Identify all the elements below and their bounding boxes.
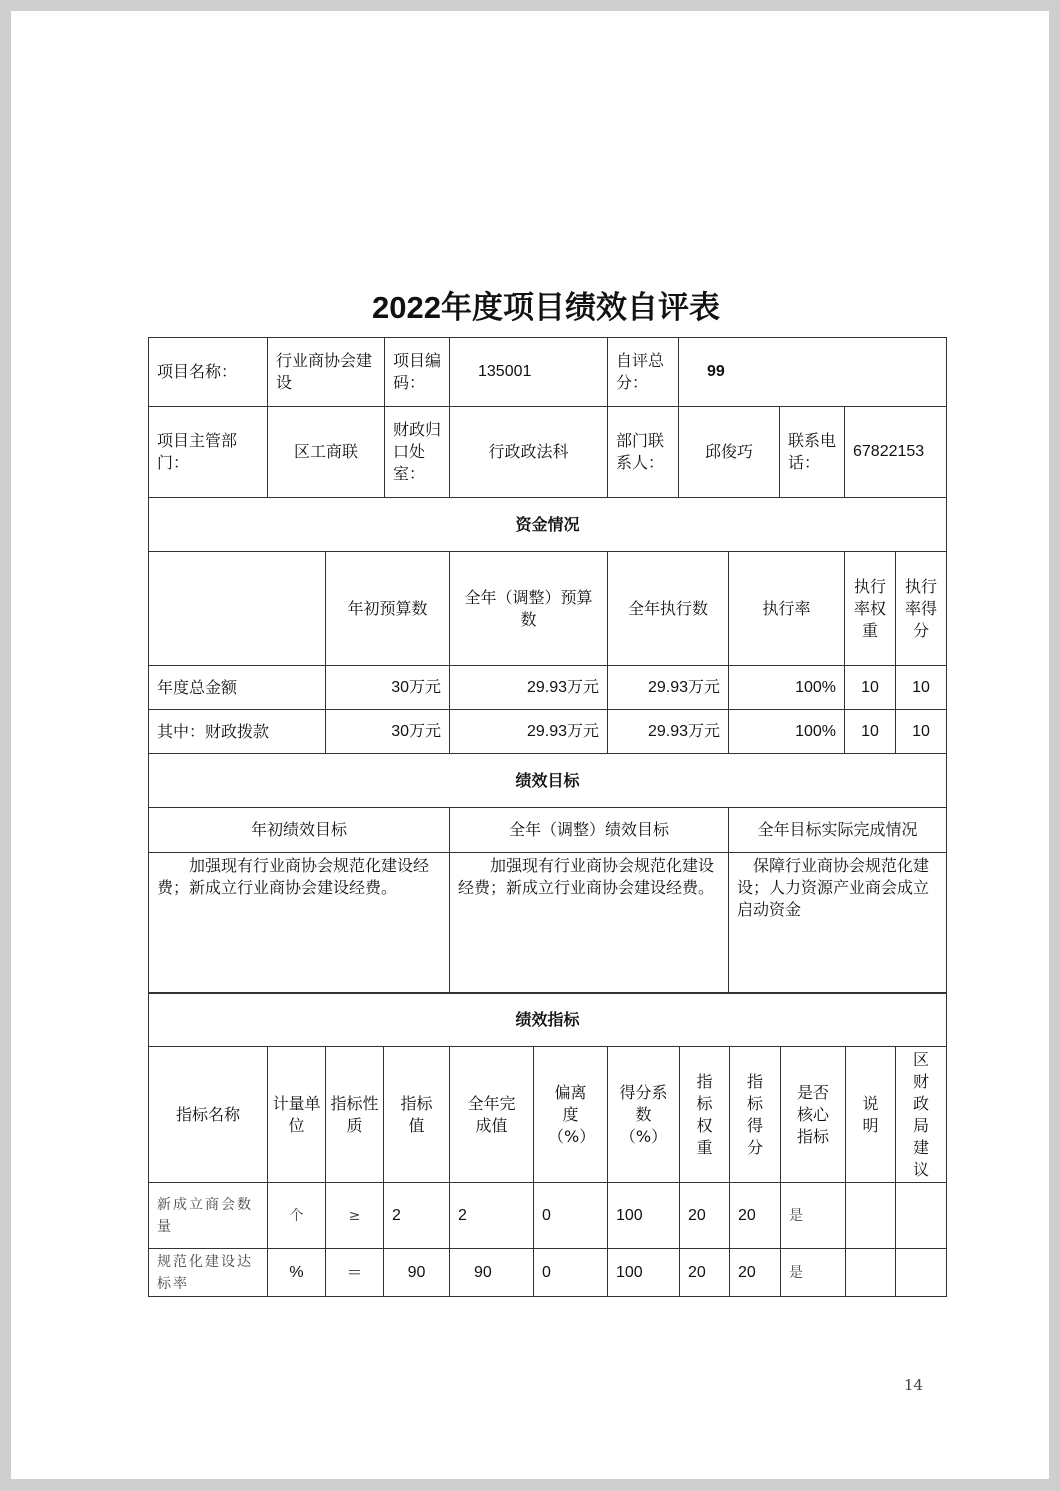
funds-header-empty [149,552,326,666]
finance-office-value: 行政政法科 [450,407,608,498]
project-code-value: 135001 [450,338,608,407]
ind-row1-actual: 2 [450,1183,534,1249]
ind-row1-deviation: 0 [534,1183,608,1249]
funds-row-fiscal-rate: 100% [729,710,845,754]
ind-row1-unit: 个 [268,1183,326,1249]
ind-row2-coefficient: 100 [608,1249,680,1297]
project-name-value: 行业商协会建设 [268,338,385,407]
funds-header-initial-budget: 年初预算数 [326,552,450,666]
funds-row-fiscal-executed: 29.93万元 [608,710,729,754]
ind-row2-core: 是 [781,1249,846,1297]
self-score-label: 自评总分： [608,338,679,407]
ind-row1-suggestion [896,1183,947,1249]
funds-row-fiscal-label: 其中：财政拨款 [149,710,326,754]
funds-row-total-executed: 29.93万元 [608,666,729,710]
phone-label: 联系电话： [780,407,845,498]
ind-row2-nature: ＝ [326,1249,384,1297]
ind-row2-score: 20 [730,1249,781,1297]
ind-header-score: 指标得分 [730,1047,781,1183]
goals-header-initial: 年初绩效目标 [149,808,450,853]
finance-office-label: 财政归口处室： [385,407,450,498]
ind-row1-nature: ≥ [326,1183,384,1249]
funds-row-total-rate: 100% [729,666,845,710]
funds-row-total-label: 年度总金额 [149,666,326,710]
funds-row-fiscal-initial: 30万元 [326,710,450,754]
funds-header-executed: 全年执行数 [608,552,729,666]
ind-header-value: 指标值 [384,1047,450,1183]
funds-header-weight: 执行率权重 [845,552,896,666]
self-score-value: 99 [679,338,947,407]
funds-section-title: 资金情况 [149,498,947,552]
funds-row-total-adjusted: 29.93万元 [450,666,608,710]
ind-header-suggestion: 区财政局建议 [896,1047,947,1183]
ind-row1-core: 是 [781,1183,846,1249]
funds-header-adjusted-budget: 全年（调整）预算数 [450,552,608,666]
ind-row1-note [846,1183,896,1249]
ind-header-core: 是否核心指标 [781,1047,846,1183]
ind-header-weight: 指标权重 [680,1047,730,1183]
goals-actual-text: 保障行业商协会规范化建设；人力资源产业商会成立启动资金 [729,853,947,994]
page-number: 14 [904,1376,924,1394]
ind-header-unit: 计量单位 [268,1047,326,1183]
dept-label: 项目主管部门： [149,407,268,498]
contact-label: 部门联系人： [608,407,679,498]
phone-value: 67822153 [845,407,947,498]
ind-row2-unit: % [268,1249,326,1297]
funds-header-score: 执行率得分 [896,552,947,666]
funds-row-fiscal-score: 10 [896,710,947,754]
document-title: 2022年度项目绩效自评表 [372,290,720,325]
ind-row1-coefficient: 100 [608,1183,680,1249]
project-code-label: 项目编码： [385,338,450,407]
ind-header-name: 指标名称 [149,1047,268,1183]
ind-row2-suggestion [896,1249,947,1297]
goals-header-adjusted: 全年（调整）绩效目标 [450,808,729,853]
ind-row2-note [846,1249,896,1297]
goals-section-title: 绩效目标 [149,754,947,808]
indicators-table [148,992,947,1297]
goals-adjusted-text: 加强现有行业商协会规范化建设经费；新成立行业商协会建设经费。 [450,853,729,994]
ind-row2-name: 规范化建设达标率 [149,1249,268,1297]
contact-value: 邱俊巧 [679,407,780,498]
goals-header-actual: 全年目标实际完成情况 [729,808,947,853]
funds-row-total-initial: 30万元 [326,666,450,710]
ind-header-coefficient: 得分系数（%） [608,1047,680,1183]
ind-row1-name: 新成立商会数量 [149,1183,268,1249]
funds-row-total-score: 10 [896,666,947,710]
ind-header-note: 说明 [846,1047,896,1183]
ind-header-deviation: 偏离度（%） [534,1047,608,1183]
goals-initial-text: 加强现有行业商协会规范化建设经费；新成立行业商协会建设经费。 [149,853,450,994]
goals-table [148,753,947,994]
funds-header-exec-rate: 执行率 [729,552,845,666]
ind-row1-score: 20 [730,1183,781,1249]
indicators-section-title: 绩效指标 [149,993,947,1047]
dept-value: 区工商联 [268,407,385,498]
ind-row2-actual: 90 [450,1249,534,1297]
ind-header-actual: 全年完成值 [450,1047,534,1183]
ind-row2-weight: 20 [680,1249,730,1297]
ind-row1-value: 2 [384,1183,450,1249]
ind-header-nature: 指标性质 [326,1047,384,1183]
funds-row-fiscal-adjusted: 29.93万元 [450,710,608,754]
funds-table [148,497,947,754]
funds-row-total-weight: 10 [845,666,896,710]
ind-row2-deviation: 0 [534,1249,608,1297]
project-info-table [148,337,947,498]
ind-row1-weight: 20 [680,1183,730,1249]
funds-row-fiscal-weight: 10 [845,710,896,754]
ind-row2-value: 90 [384,1249,450,1297]
project-name-label: 项目名称： [149,338,268,407]
